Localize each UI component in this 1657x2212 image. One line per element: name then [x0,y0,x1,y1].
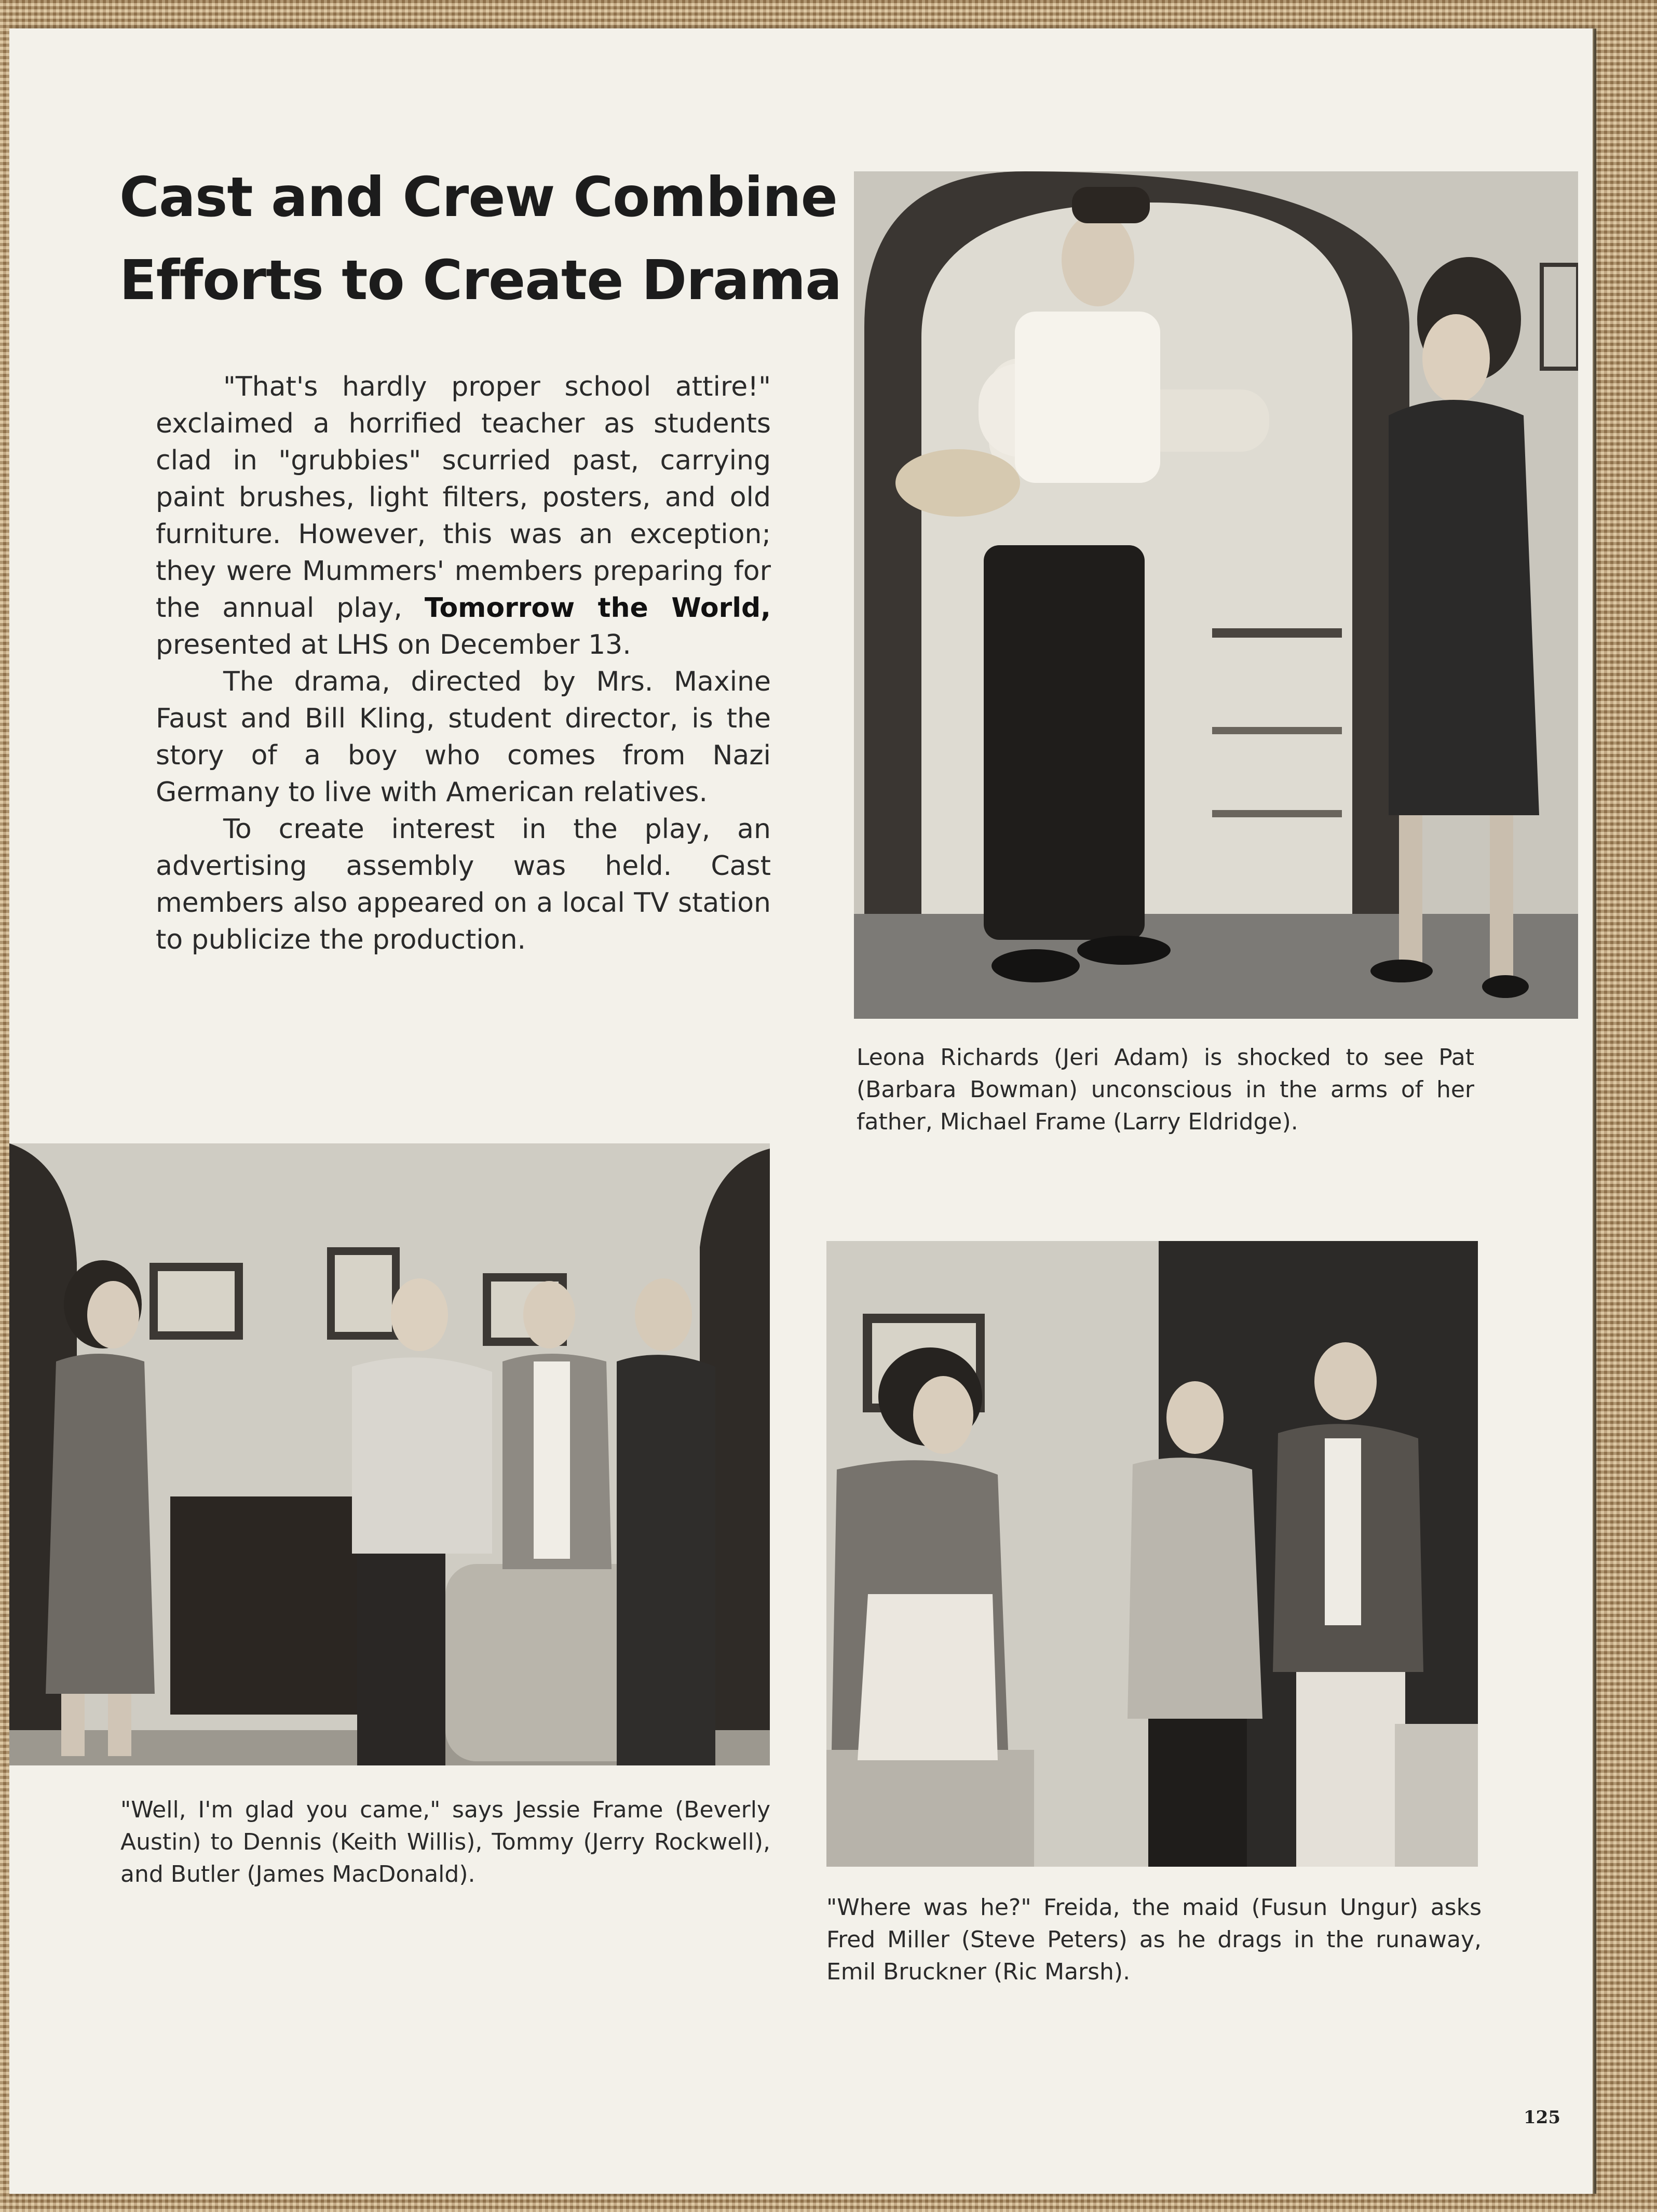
photo-living-room-group [9,1143,770,1765]
page-title [119,156,846,322]
paragraph-2: The drama, directed by Mrs. Maxine Faust and Bill Kling, student director, is the story of a boy who comes from Nazi Germany to live with American relatives. [156,666,771,808]
caption-bottom-right: "Where was he?" Freida, the maid (Fusun Ungur) asks Fred Miller (Steve Peters) as he drags in the runaway, Emil Bruckner (Ric Marsh). [826,1894,1482,1985]
photo-doorway-scene [854,171,1578,1019]
photo-maid-scene [826,1241,1478,1867]
play-title: Tomorrow the World, [424,592,771,624]
paragraph-3: To create interest in the play, an advertising assembly was held. Cast members also appeared on a local TV station to publicize the production. [156,814,771,955]
paragraph-1: "That's hardly proper school attire!" exclaimed a horrified teacher as students clad in "grubbies" scurried past, carrying paint brushes, light filters, posters, and old furniture. However, this was an exception; they were Mummers' members preparing for the annual play, Tomorrow the World, presented at LHS on December 13. [156,371,771,660]
title-line-1: Cast and Crew Combine [119,166,837,229]
title-line-2: Efforts to Create Drama [119,249,842,312]
caption-bottom-left: "Well, I'm glad you came," says Jessie Frame (Beverly Austin) to Dennis (Keith Willis), Tommy (Jerry Rockwell), and Butler (James MacDonald). [120,1797,770,1887]
page-number: 125 [1524,2107,1560,2128]
article-body [156,369,771,959]
caption-top-right: Leona Richards (Jeri Adam) is shocked to see Pat (Barbara Bowman) unconscious in the arms of her father, Michael Frame (Larry Eldridge). [857,1044,1474,1135]
